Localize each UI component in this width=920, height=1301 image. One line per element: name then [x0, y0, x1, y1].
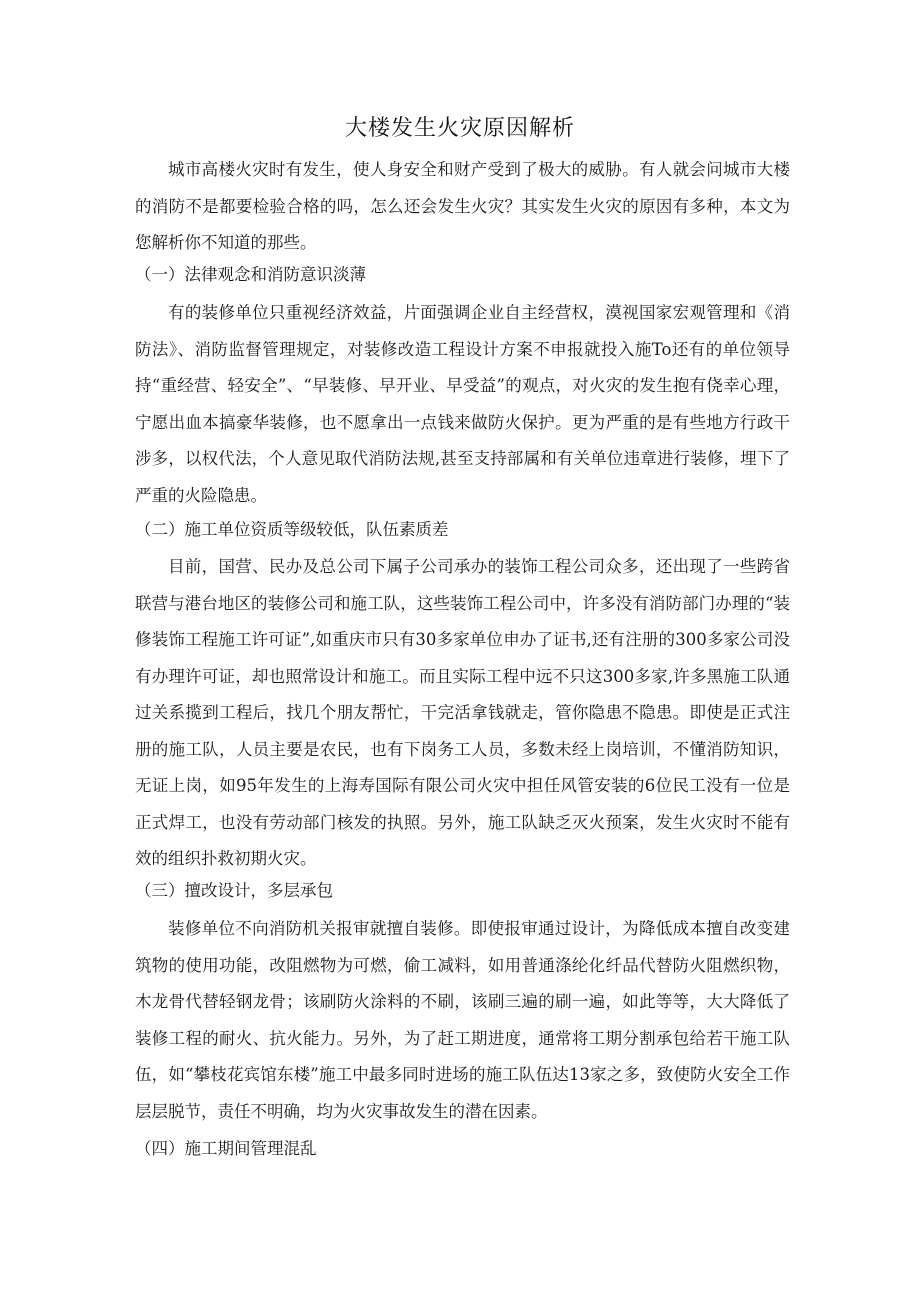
section-3-heading: （三）擅改设计，多层承包 — [135, 881, 333, 900]
document-title: 大楼发生火灾原因解析 — [344, 116, 575, 141]
section-2-heading: （二）施工单位资质等级较低，队伍素质差 — [135, 520, 449, 539]
section-2-paragraph: 目前，国营、民办及总公司下属子公司承办的装饰工程公司众多，还出现了一些跨省联营与港台地区的装修公司和施工队，这些装饰工程公司中，许多没有消防部门办理的“装修装饰工程施工许可证”,如重庆市只有30多家单位申办了证书,还有注册的300多家公司没有办理许可证，却也照常设计和施工。而且实际工程中远不只这300多家,许多黑施工队通过关系揽到工程后，找几个朋友帮忙，干完活拿钱就走，管你隐患不隐患。即使是正式注册的施工队，人员主要是农民，也有下岗务工人员，多数未经上岗培训，不懂消防知识，无证上岗，如95年发生的上海寿国际有限公司火灾中担任风管安装的6位民工没有一位是正式焊工，也没有劳动部门核发的执照。另外，施工队缺乏灭火预案，发生火灾时不能有效的组织扑救初期火灾。 — [135, 557, 790, 868]
section-1-paragraph: 有的装修单位只重视经济效益，片面强调企业自主经营权，漠视国家宏观管理和《消防法》、消防监督管理规定，对装修改造工程设计方案不申报就投入施To还有的单位领导持“重经营、轻安全”、“早装修、早开业、早受益”的观点，对火灾的发生抱有侥幸心理，宁愿出血本搞豪华装修，也不愿拿出一点钱来做防火保护。更为严重的是有些地方行政干涉多，以权代法，个人意见取代消防法规,甚至支持部属和有关单位违章进行装修，埋下了严重的火险隐患。 — [135, 303, 790, 505]
section-4-heading: （四）施工期间管理混乱 — [135, 1139, 317, 1158]
section-3-paragraph: 装修单位不向消防机关报审就擅自装修。即使报审通过设计，为降低成本擅自改变建筑物的使用功能，改阻燃物为可燃，偷工减料，如用普通涤纶化纤品代替防火阻燃织物，木龙骨代替轻钢龙骨；该刷防火涂料的不刷，该刷三遍的刷一遍，如此等等，大大降低了装修工程的耐火、抗火能力。另外，为了赶工期进度，通常将工期分割承包给若干施工队伍，如“攀枝花宾馆东楼”施工中最多同时进场的施工队伍达13家之多，致使防火安全工作层层脱节，责任不明确，均为火灾事故发生的潜在因素。 — [135, 919, 790, 1121]
intro-paragraph: 城市高楼火灾时有发生，使人身安全和财产受到了极大的威胁。有人就会问城市大楼的消防不是都要检验合格的吗，怎么还会发生火灾？其实发生火灾的原因有多种，本文为您解析你不知道的那些。 — [135, 160, 790, 252]
section-1-heading: （一）法律观念和消防意识淡薄 — [135, 265, 366, 284]
